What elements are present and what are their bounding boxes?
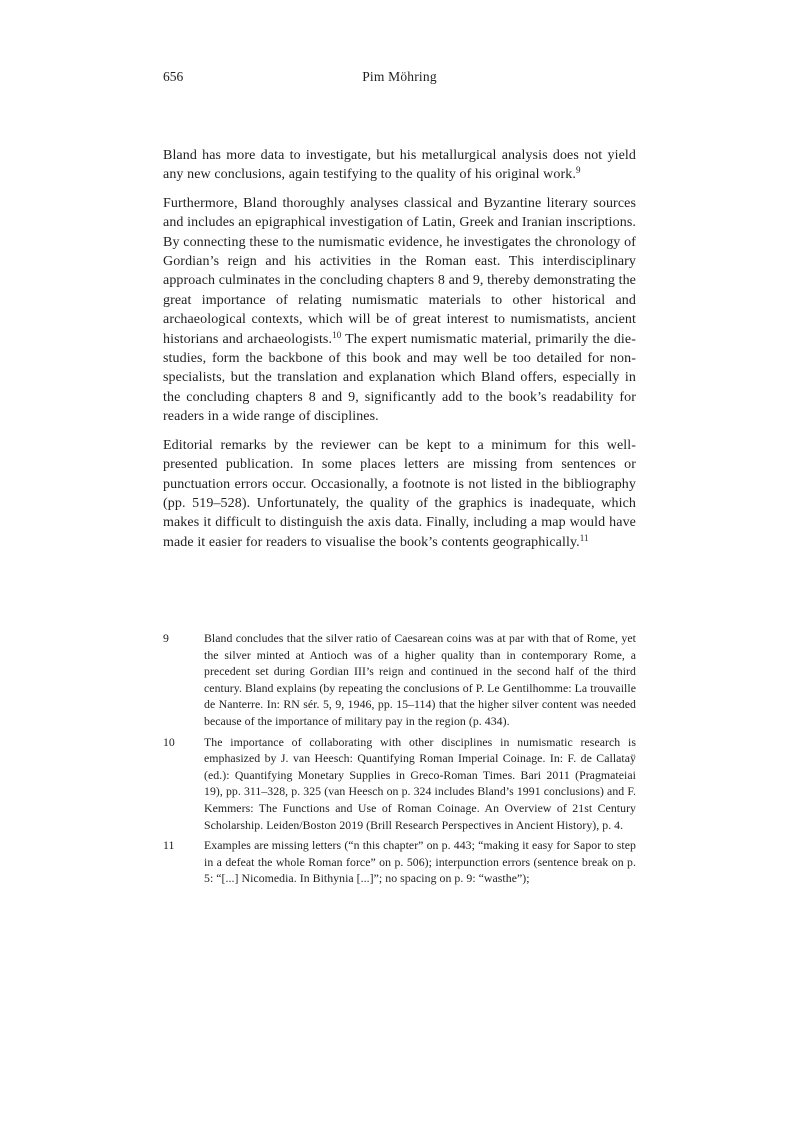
paragraph-2-text-after: The expert numismatic material, primarily the die-studies, form the backbone of this book and may well be too detailed for non-specialists, but the translation and explanation which Bland offers, especially in the concluding chapters 8 and 9, significantly add to the book’s readability for readers in a wide range of disciplines. — [163, 331, 636, 425]
paragraph-1 — [163, 146, 636, 185]
paragraph-3-text: Editorial remarks by the reviewer can be kept to a minimum for this well-presented publication. In some places letters are missing from sentences or punctuation errors occur. Occasionally, a footnote is not listed in the bibliography (pp. 519–528). Unfortunately, the quality of the graphics is inadequate, which makes it difficult to distinguish the axis data. Finally, including a map would have made it easier for readers to visualise the book’s contents geographically. — [163, 437, 636, 550]
paragraph-3 — [163, 436, 636, 552]
footnote-9 — [163, 630, 636, 730]
footnote-11 — [163, 837, 636, 887]
running-title-author: Pim Möhring — [362, 69, 437, 84]
footnote-ref-11: 11 — [579, 532, 589, 543]
review-body — [163, 146, 636, 552]
paragraph-2 — [163, 194, 636, 427]
running-header — [163, 68, 636, 86]
footnote-9-number: 9 — [163, 631, 169, 645]
paragraph-2-text: Furthermore, Bland thoroughly analyses classical and Byzantine literary sources and includes an epigraphical investigation of Latin, Greek and Iranian inscriptions. By connecting these to the numismatic evidence, he investigates the chronology of Gordian’s reign and his activities in the Roman east. This interdisciplinary approach culminates in the concluding chapters 8 and 9, thereby demonstrating the great importance of relating numismatic materials to other historical and archaeological contexts, which will be of great interest to numismatists, ancient historians and archaeologists. — [163, 195, 636, 347]
paragraph-1-text: Bland has more data to investigate, but his metallurgical analysis does not yield any new conclusions, again testifying to the quality of his original work. — [163, 148, 636, 183]
footnote-ref-9: 9 — [575, 165, 581, 176]
footnote-10 — [163, 734, 636, 834]
footnote-10-text: The importance of collaborating with other disciplines in numismatic research is emphasized by J. van Heesch: Quantifying Roman Imperial Coinage. In: F. de Callataÿ (ed.): Quantifying Monetary Supplies in Greco-Roman Times. Bari 2011 (Pragmateiai 19), pp. 311–328, p. 325 (van Heesch on p. 324 includes Bland’s 1991 conclusions) and F. Kemmers: The Functions and Use of Roman Coinage. An Overview of 21st Century Scholarship. Leiden/Boston 2019 (Brill Research Perspectives in Ancient History), p. 4. — [204, 734, 636, 832]
footnote-11-number: 11 — [163, 838, 175, 853]
footnotes-section — [163, 630, 636, 891]
footnote-10-number: 10 — [163, 734, 175, 749]
footnote-ref-10: 10 — [332, 329, 342, 340]
footnote-11-text: Examples are missing letters (“n this chapter” on p. 443; “making it easy for Sapor to step in a defeat the whole Roman force” on p. 506); interpunction errors (sentence break on p. 5: “[...] Nicomedia. In Bithynia [...]”; no spacing on p. 9: “wasthe”); — [204, 838, 636, 886]
page-number: 656 — [163, 69, 184, 84]
footnote-9-text: Bland concludes that the silver ratio of Caesarean coins was at par with that of Rome, yet the silver minted at Antioch was of a higher quality than in contemporary Rome, a precedent set during Gordian III’s reign and continued in the second half of the third century. Bland explains (by repeating the conclusions of P. Le Gentilhomme: La trouvaille de Nanterre. In: RN sér. 5, 9, 1946, pp. 15–114) that the higher silver content was needed because of the importance of military pay in the region (p. 434). — [204, 631, 636, 728]
